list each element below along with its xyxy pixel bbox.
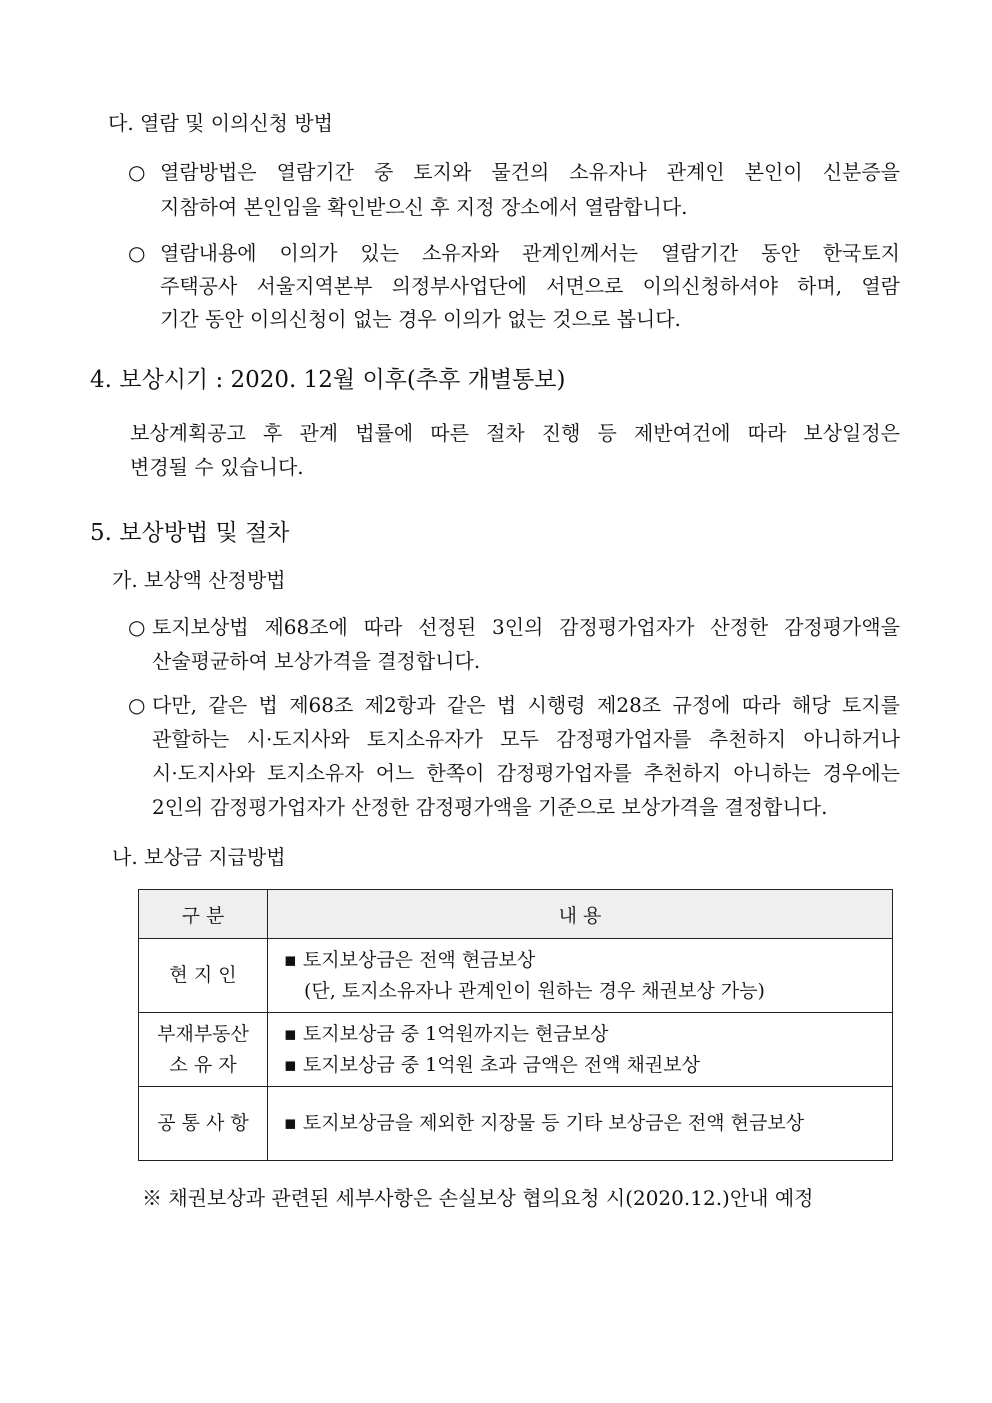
bullet-symbol: ○	[128, 693, 146, 717]
table-row	[139, 1087, 893, 1161]
payment-method-table	[138, 889, 893, 1161]
bullet-text-line: 주택공사 서울지역본부 의정부사업단에 서면으로 이의신청하셔야 하며, 열람	[160, 274, 900, 298]
bullet-text-line: 열람내용에 이의가 있는 소유자와 관계인께서는 열람기간 동안 한국토지	[160, 241, 900, 265]
bullet-symbol: ○	[128, 615, 146, 639]
section-4-heading: 4. 보상시기 : 2020. 12월 이후(추후 개별통보)	[90, 367, 566, 393]
content-line: (단, 토지소유자나 관계인이 원하는 경우 채권보상 가능)	[304, 979, 765, 1002]
table-header-row	[139, 890, 893, 939]
bullet-text-line: 기간 동안 이의신청이 없는 경우 이의가 없는 것으로 봅니다.	[160, 307, 681, 331]
bullet-text-line: 관할하는 시·도지사와 토지소유자가 모두 감정평가업자를 추천하지 아니하거나	[152, 727, 900, 751]
table-cell-category	[139, 939, 268, 1013]
footnote: ※ 채권보상과 관련된 세부사항은 손실보상 협의요청 시(2020.12.)안내 예정	[142, 1186, 814, 1210]
section-5-heading: 5. 보상방법 및 절차	[90, 520, 290, 546]
bullet-text-line: 2인의 감정평가업자가 산정한 감정평가액을 기준으로 보상가격을 결정합니다.	[152, 795, 828, 819]
category-label: 공 통 사 항	[157, 1112, 249, 1134]
category-label: 부재부동산	[157, 1022, 249, 1045]
subsection-ga-title: 가. 보상액 산정방법	[112, 568, 286, 592]
table-header-category: 구 분	[139, 890, 268, 939]
table-cell-category	[139, 1013, 268, 1087]
table-row	[139, 939, 893, 1013]
content-line: ▪ 토지보상금을 제외한 지장물 등 기타 보상금은 전액 현금보상	[284, 1112, 805, 1134]
bullet-text-line: 지참하여 본인임을 확인받으신 후 지정 장소에서 열람합니다.	[160, 195, 688, 219]
bullet-text-line: 다만, 같은 법 제68조 제2항과 같은 법 시행령 제28조 규정에 따라 해당 토지를	[152, 693, 900, 717]
table-row	[139, 1013, 893, 1087]
bullet-text-line: 열람방법은 열람기간 중 토지와 물건의 소유자나 관계인 본인이 신분증을	[160, 160, 900, 184]
bullet-symbol: ○	[128, 241, 146, 265]
table-cell-content	[268, 1013, 893, 1087]
content-line: ▪ 토지보상금 중 1억원까지는 현금보상	[284, 1022, 609, 1045]
category-label: 현 지 인	[169, 964, 237, 986]
bullet-symbol: ○	[128, 160, 146, 184]
section-da-title: 다. 열람 및 이의신청 방법	[108, 111, 333, 135]
table-cell-category	[139, 1087, 268, 1161]
category-label: 소 유 자	[169, 1053, 237, 1076]
bullet-text-line: 산술평균하여 보상가격을 결정합니다.	[152, 649, 481, 673]
content-line: ▪ 토지보상금은 전액 현금보상	[284, 948, 536, 971]
table-header-content: 내 용	[268, 890, 893, 939]
content-line: ▪ 토지보상금 중 1억원 초과 금액은 전액 채권보상	[284, 1053, 700, 1076]
table-cell-content	[268, 1087, 893, 1161]
subsection-na-title: 나. 보상금 지급방법	[112, 845, 286, 869]
paragraph-line: 변경될 수 있습니다.	[130, 455, 304, 479]
table-cell-content	[268, 939, 893, 1013]
bullet-text-line: 시·도지사와 토지소유자 어느 한쪽이 감정평가업자를 추천하지 아니하는 경우에는	[152, 761, 900, 785]
paragraph-line: 보상계획공고 후 관계 법률에 따른 절차 진행 등 제반여건에 따라 보상일정은	[130, 421, 900, 445]
bullet-text-line: 토지보상법 제68조에 따라 선정된 3인의 감정평가업자가 산정한 감정평가액을	[152, 615, 900, 639]
